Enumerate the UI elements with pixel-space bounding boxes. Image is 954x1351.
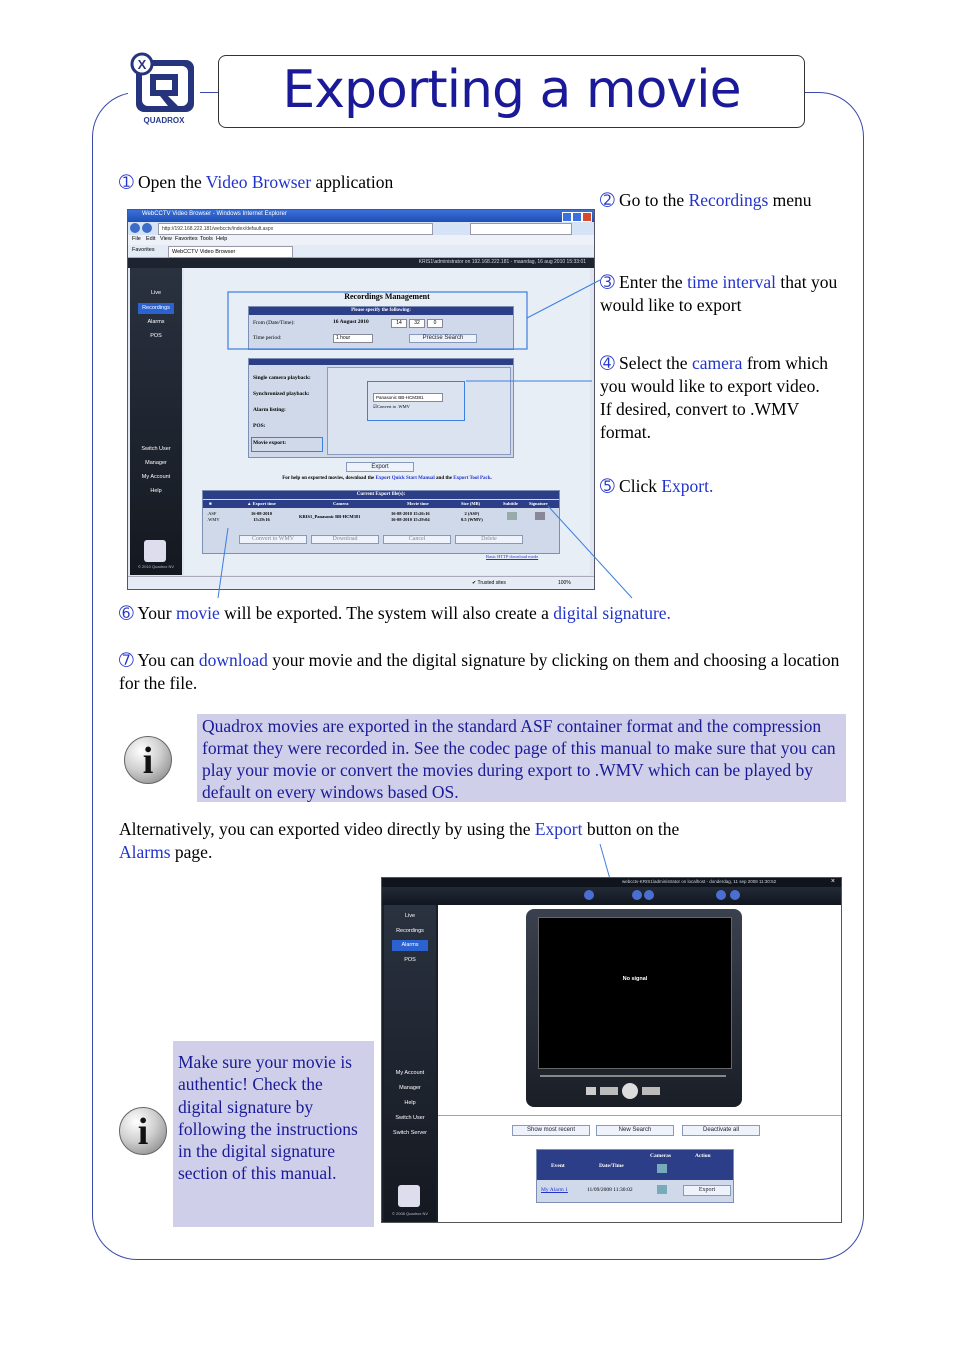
- export-time-cell: 16-08-2010 15:29:16: [251, 511, 272, 522]
- menu-file[interactable]: File: [132, 236, 141, 242]
- video-player: [526, 909, 742, 1107]
- col-datetime: Date/Time: [599, 1163, 624, 1169]
- play-icon[interactable]: [622, 1083, 638, 1099]
- sidebar2-item-switch-user[interactable]: Switch User: [395, 1115, 425, 1121]
- period-select[interactable]: 1 hour: [333, 334, 373, 343]
- sidebar2-copyright: © 2008 Quadrox NV: [391, 1211, 429, 1216]
- row-pos: POS:: [253, 423, 266, 429]
- no-signal-text: No signal: [622, 976, 648, 982]
- step-2-text-a: Go to the: [614, 190, 689, 210]
- basic-http-download-link[interactable]: Basic HTTP download mode: [486, 554, 539, 559]
- alternative-text: [119, 818, 709, 864]
- step-6: [119, 602, 671, 625]
- step-3-text-c: that you would like to export: [600, 272, 838, 315]
- toolbar-icon-5[interactable]: [730, 890, 740, 900]
- alarm-datetime: 11/09/2008 11:30:02: [587, 1187, 633, 1193]
- step-4-text-a: Select the: [614, 353, 692, 373]
- alarm-camera-icon[interactable]: [657, 1185, 667, 1194]
- step-4-highlight: camera: [691, 353, 743, 373]
- col-signature: Signature: [529, 501, 548, 506]
- toolbar-icon-2[interactable]: [632, 890, 642, 900]
- specify-header: Please specify the following:: [249, 307, 513, 315]
- toolbar-icon-4[interactable]: [716, 890, 726, 900]
- col-cameras: Cameras: [650, 1153, 672, 1159]
- step-3-highlight: time interval: [687, 272, 777, 292]
- sidebar2-item-my-account[interactable]: My Account: [395, 1070, 425, 1076]
- step-5-leader: [548, 506, 632, 598]
- sidebar2-item-recordings[interactable]: Recordings: [396, 928, 424, 934]
- sidebar-copyright: © 2010 Quadrox NV: [137, 564, 175, 569]
- window-title: WebCCTV Video Browser - Windows Internet Explorer: [142, 211, 287, 217]
- sidebar-item-alarms[interactable]: Alarms: [147, 319, 165, 325]
- help-text-c: .: [490, 476, 492, 481]
- divider: [438, 1115, 841, 1116]
- help-text-a: For help on exported movies, download the: [282, 476, 376, 481]
- row-synchronized-playback: Synchronized playback:: [253, 391, 310, 397]
- svg-text:X: X: [137, 57, 147, 72]
- step-3-leader: [527, 280, 600, 318]
- help-text-b: and the: [434, 476, 454, 481]
- new-search-button[interactable]: New Search: [596, 1125, 674, 1136]
- step-7: [119, 649, 849, 695]
- sidebar2-item-pos[interactable]: POS: [404, 957, 416, 963]
- second-input[interactable]: 0: [427, 319, 443, 328]
- alt-export-highlight: Export: [534, 819, 583, 839]
- step-4-number: ➃: [600, 353, 615, 373]
- menu-edit[interactable]: Edit: [146, 236, 156, 242]
- info-icon: i: [124, 736, 172, 784]
- menu-view[interactable]: View: [160, 236, 172, 242]
- alarms-titlebar: [382, 878, 841, 887]
- hour-input[interactable]: 14: [391, 319, 407, 328]
- cancel-button[interactable]: Cancel: [383, 535, 451, 544]
- sidebar-item-switch-user[interactable]: Switch User: [141, 446, 171, 452]
- sidebar2-item-manager[interactable]: Manager: [399, 1085, 421, 1091]
- col-size: Size (MB): [461, 501, 481, 506]
- video-timeline[interactable]: [540, 1075, 726, 1077]
- sidebar2-item-help[interactable]: Help: [404, 1100, 416, 1106]
- step-7-text-c: your movie and the digital signature by clicking on them and choosing a location for the file.: [119, 650, 840, 693]
- col-subtitle: Subtitle: [503, 501, 519, 506]
- row-movie-export[interactable]: Movie export:: [253, 440, 287, 446]
- col-camera: Camera: [333, 501, 349, 506]
- step-6-highlight-2: digital signature: [553, 603, 667, 623]
- sidebar-item-pos[interactable]: POS: [150, 333, 162, 339]
- browser-tab[interactable]: WebCCTV Video Browser: [168, 246, 293, 258]
- size-cell: 2 (ASF) 0.5 (WMV): [461, 511, 483, 522]
- page-title: Exporting a movie: [282, 60, 741, 120]
- step-6-text-a: Your: [133, 603, 176, 623]
- step-7-highlight: download: [198, 650, 268, 670]
- step-6-highlight: movie: [176, 603, 220, 623]
- alt-alarms-highlight: Alarms: [119, 842, 171, 862]
- step-6-number: ➅: [119, 603, 134, 623]
- sidebar-item-live[interactable]: Live: [150, 290, 162, 296]
- sidebar2-item-switch-server[interactable]: Switch Server: [393, 1130, 427, 1136]
- convert-label: Convert to .WMV: [377, 404, 410, 409]
- download-button[interactable]: Download: [311, 535, 379, 544]
- info-icon-2: i: [119, 1107, 167, 1155]
- rewind-icon[interactable]: [600, 1087, 618, 1095]
- alt-text-a: Alternatively, you can exported video directly by using the: [119, 819, 535, 839]
- camera-icon[interactable]: [657, 1164, 667, 1173]
- step-6-text-c: will be exported. The system will also create a: [219, 603, 554, 623]
- from-date-value[interactable]: 16 August 2010: [333, 319, 369, 325]
- delete-button[interactable]: Delete: [455, 535, 523, 544]
- alarms-toolbar: [382, 887, 841, 905]
- step-2-number: ➁: [600, 190, 615, 210]
- col-export-time[interactable]: ▲ Export time: [247, 501, 276, 506]
- favorites-label[interactable]: Favorites: [132, 247, 155, 253]
- sidebar-item-recordings[interactable]: Recordings: [138, 303, 174, 314]
- sidebar2-logo-icon: [398, 1185, 420, 1207]
- export-toolpack-link[interactable]: Export Tool Pack: [453, 476, 491, 481]
- menu-help[interactable]: Help: [216, 236, 228, 242]
- convert-to-wmv-button[interactable]: Convert to WMV: [239, 535, 307, 544]
- col-select[interactable]: ■: [209, 501, 212, 506]
- col-action: Action: [695, 1153, 711, 1159]
- step-1-text-a: Open the: [133, 172, 206, 192]
- menu-tools[interactable]: Tools: [200, 236, 213, 242]
- sidebar-item-help[interactable]: Help: [150, 488, 162, 494]
- alarms-main: [438, 905, 841, 1222]
- step-1-text-c: application: [311, 172, 394, 192]
- trusted-sites-label: Trusted sites: [477, 580, 506, 586]
- camera-select[interactable]: Panasonic BB-HCM381: [373, 393, 443, 402]
- sidebar-item-my-account[interactable]: My Account: [141, 474, 171, 480]
- alarm-table: [536, 1149, 734, 1203]
- minute-input[interactable]: 32: [409, 319, 425, 328]
- deactivate-all-button[interactable]: Deactivate all: [682, 1125, 760, 1136]
- col-event: Event: [551, 1163, 565, 1169]
- toolbar-icon-1[interactable]: [584, 890, 594, 900]
- row-alarm-listing: Alarm listing:: [253, 407, 286, 413]
- menu-favorites[interactable]: Favorites: [175, 236, 198, 242]
- codec-note: Quadrox movies are exported in the standard ASF container format and the compression format they were recorded in. See the codec page of this manual to make sure that you can play your movie or convert the movies during export to .WMV which can be played by default on every windows based OS.: [197, 714, 846, 802]
- stop-icon[interactable]: [586, 1087, 596, 1095]
- time-interval-callout-box: [228, 292, 527, 349]
- address-input[interactable]: http://192.168.222.181/webcctv/index/default.aspx: [158, 223, 433, 235]
- step-3-text-a: Enter the: [614, 272, 688, 292]
- show-most-recent-button[interactable]: Show most recent: [512, 1125, 590, 1136]
- step-5-number: ➄: [600, 476, 615, 496]
- current-export-header: Current Export file(s):: [203, 491, 559, 499]
- sidebar-item-manager[interactable]: Manager: [145, 460, 167, 466]
- screenshot-alarms: [381, 877, 842, 1223]
- toolbar-icon-3[interactable]: [644, 890, 654, 900]
- step-1-number: ➀: [119, 172, 134, 192]
- recordings-heading: Recordings Management: [344, 292, 430, 301]
- export-button[interactable]: Export: [346, 462, 414, 472]
- alarms-close-icon[interactable]: ×: [830, 878, 835, 885]
- step-3-number: ➂: [600, 272, 615, 292]
- sidebar2-item-alarms[interactable]: Alarms: [392, 940, 428, 951]
- alarms-status-text: webcctv-KRIS1\administrator on localhost - donderdag, 11 sep 2008 11:30:52: [622, 879, 777, 884]
- step-2-highlight: Recordings: [688, 190, 769, 210]
- alt-text-c: button on the: [582, 819, 680, 839]
- signature-note: Make sure your movie is authentic! Check the digital signature by following the instructions in the digital signature section of this manual.: [173, 1041, 374, 1227]
- precise-search-button[interactable]: Precise Search: [409, 334, 477, 343]
- fast-forward-icon[interactable]: [642, 1087, 660, 1095]
- export-manual-link[interactable]: Export Quick Start Manual: [375, 476, 435, 481]
- alarm-export-button[interactable]: Export: [683, 1185, 731, 1196]
- col-export-time-label: Export time: [252, 501, 276, 506]
- step-5-highlight: Export: [661, 476, 709, 496]
- step-1-highlight: Video Browser: [205, 172, 312, 192]
- step-6-leader: [218, 528, 228, 598]
- app-status-text: KRIS1\administrator on 192.168.222.181 - maandag, 16 aug 2010 15:33:01: [418, 259, 586, 265]
- video-screen: [538, 917, 732, 1069]
- alarms-sidebar: [384, 905, 436, 1222]
- step-5-text-a: Click: [614, 476, 662, 496]
- row-single-playback: Single camera playback:: [253, 375, 311, 381]
- step-6-text-e: .: [666, 603, 671, 623]
- alarm-event-link[interactable]: My Alarm 1: [541, 1187, 568, 1193]
- step-7-text-a: You can: [133, 650, 199, 670]
- convert-checkbox[interactable]: ☑Convert to .WMV: [373, 404, 410, 409]
- camera-cell: KRIS1_Panasonic BB-HCM381: [299, 514, 361, 519]
- period-label: Time period:: [253, 335, 282, 341]
- movie-time-cell: 16-08-2010 15:26:16 16-08-2010 15:29:04: [391, 511, 430, 522]
- col-movie-time: Movie time: [407, 501, 429, 506]
- step-2-text-c: menu: [768, 190, 812, 210]
- trusted-sites: ✔ Trusted sites: [472, 580, 506, 586]
- alt-text-e: page.: [170, 842, 213, 862]
- sidebar2-item-live[interactable]: Live: [404, 913, 416, 919]
- step-5-text-c: .: [708, 476, 714, 496]
- logo-text: QUADROX: [143, 116, 185, 125]
- step-4-text-c: from which you would like to export video. If desired, convert to .WMV format.: [600, 353, 828, 442]
- export-files[interactable]: .ASF .WMV: [207, 511, 220, 522]
- from-label: From (Date/Time):: [253, 320, 295, 326]
- step-7-number: ➆: [119, 650, 134, 670]
- zoom-level[interactable]: 100%: [558, 580, 571, 586]
